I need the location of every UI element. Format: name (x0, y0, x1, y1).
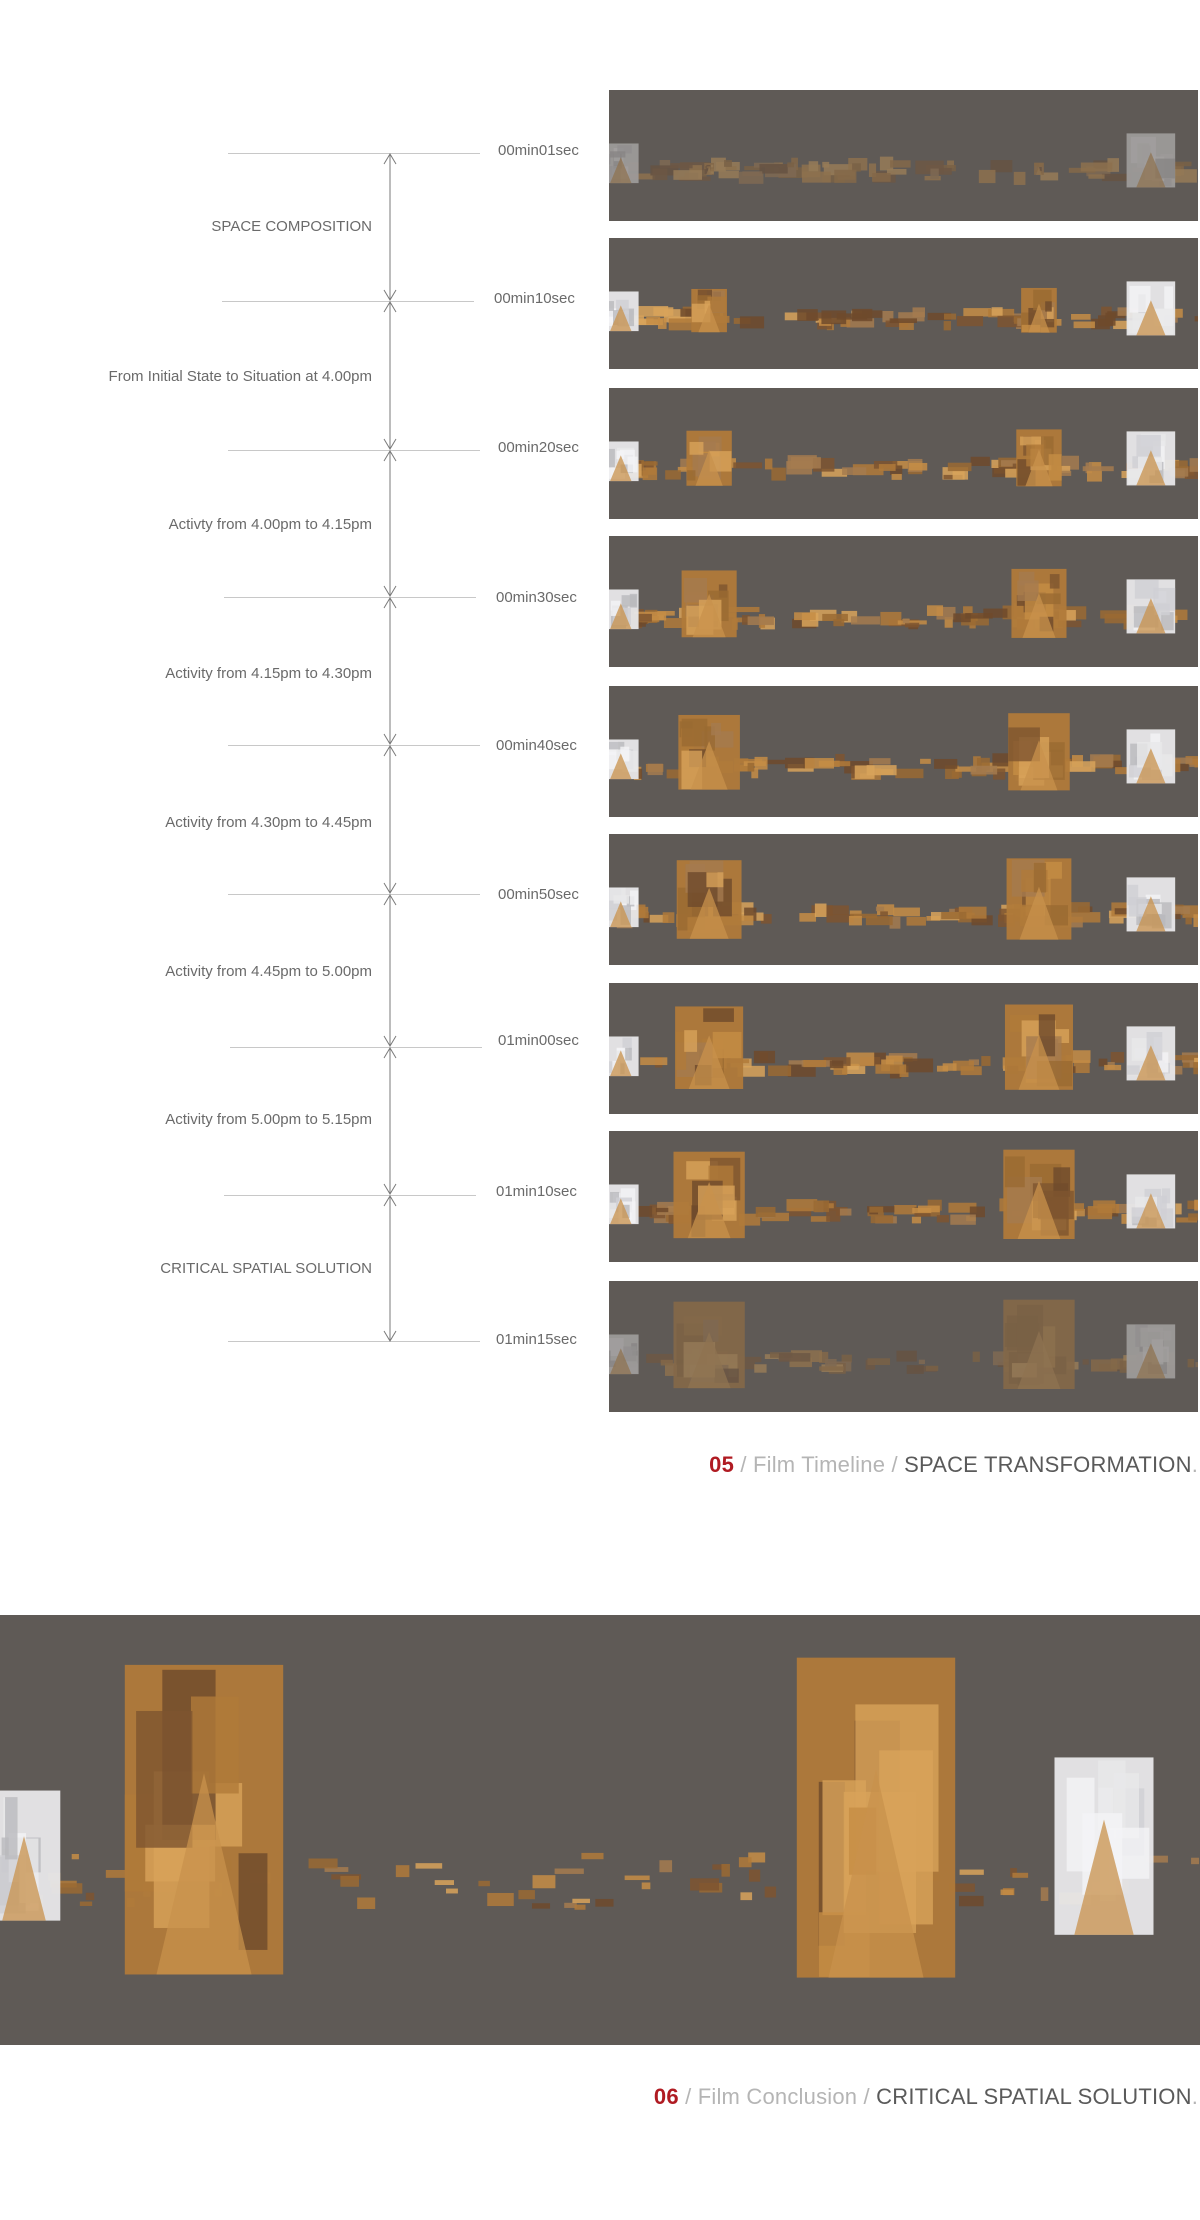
caption-separator: / (734, 1452, 753, 1477)
panorama-collage (609, 238, 1198, 369)
panorama-collage (609, 90, 1198, 221)
timestamp: 00min01sec (498, 142, 579, 159)
caption-number: 06 (653, 2084, 679, 2109)
timestamp: 00min40sec (496, 737, 577, 754)
timestamp: 00min20sec (498, 439, 579, 456)
caption-subtitle: Film Conclusion (697, 2084, 858, 2109)
segment-label: Activity from 5.00pm to 5.15pm (165, 1111, 372, 1128)
timestamp: 01min15sec (496, 1331, 577, 1348)
film-frame (609, 388, 1198, 519)
film-frame (609, 536, 1198, 667)
timestamp: 00min10sec (494, 290, 575, 307)
panorama-collage (609, 1131, 1198, 1262)
timeline-tick (228, 745, 480, 746)
panorama-collage (609, 536, 1198, 667)
conclusion-frame (0, 1615, 1200, 2045)
panorama-collage (609, 983, 1198, 1114)
film-frame (609, 90, 1198, 221)
caption-title: CRITICAL SPATIAL SOLUTION (876, 2084, 1192, 2109)
panorama-collage (609, 388, 1198, 519)
segment-label: Activity from 4.30pm to 4.45pm (165, 814, 372, 831)
segment-label: From Initial State to Situation at 4.00pm (108, 368, 372, 385)
segment-label: CRITICAL SPATIAL SOLUTION (160, 1260, 372, 1277)
timeline-tick (228, 1341, 480, 1342)
panorama-collage (609, 834, 1198, 965)
timestamp: 00min30sec (496, 589, 577, 606)
caption-period: . (1191, 2084, 1198, 2109)
film-frame (609, 1131, 1198, 1262)
caption-separator: / (678, 2084, 698, 2109)
segment-label: SPACE COMPOSITION (211, 218, 372, 235)
caption-period: . (1191, 1452, 1198, 1477)
film-frame (609, 686, 1198, 817)
timestamp: 01min10sec (496, 1183, 577, 1200)
segment-label: Activity from 4.45pm to 5.00pm (165, 963, 372, 980)
film-frame (609, 1281, 1198, 1412)
film-frame (609, 238, 1198, 369)
caption-subtitle: Film Timeline (752, 1452, 886, 1477)
timeline-tick (222, 301, 474, 302)
timeline-tick (228, 450, 480, 451)
panorama-collage (0, 1615, 1200, 2045)
timestamp: 00min50sec (498, 886, 579, 903)
caption-number: 05 (709, 1452, 735, 1477)
caption-separator: / (885, 1452, 905, 1477)
timeline-tick (228, 894, 480, 895)
caption-title: SPACE TRANSFORMATION (904, 1452, 1192, 1477)
timeline-tick (230, 1047, 482, 1048)
timeline-tick (224, 1195, 476, 1196)
segment-label: Activity from 4.15pm to 4.30pm (165, 665, 372, 682)
caption-film-timeline (709, 1452, 1198, 1478)
film-frame (609, 983, 1198, 1114)
caption-film-conclusion (654, 2084, 1198, 2110)
segment-label: Activty from 4.00pm to 4.15pm (168, 516, 372, 533)
timeline-arrows (370, 140, 410, 1360)
film-frame (609, 834, 1198, 965)
panorama-collage (609, 1281, 1198, 1412)
timeline-tick (228, 153, 480, 154)
timeline-tick (224, 597, 476, 598)
panorama-collage (609, 686, 1198, 817)
caption-separator: / (857, 2084, 877, 2109)
timestamp: 01min00sec (498, 1032, 579, 1049)
